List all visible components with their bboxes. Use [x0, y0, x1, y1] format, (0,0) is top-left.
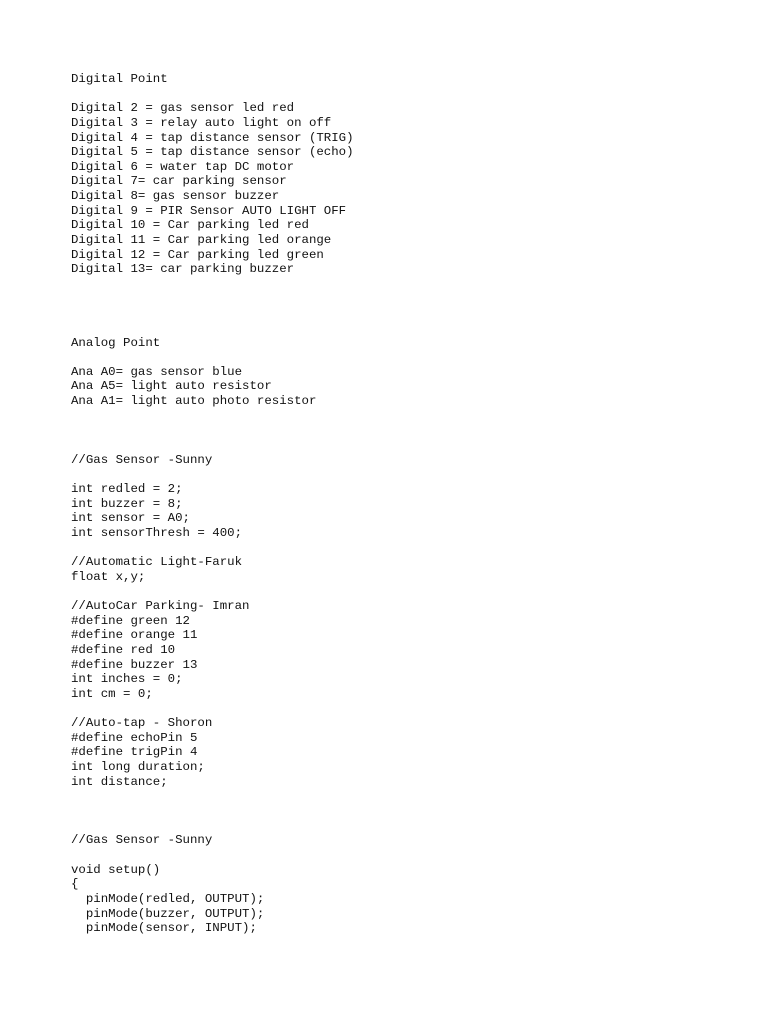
text-line — [71, 789, 354, 804]
text-line: Ana A1= light auto photo resistor — [71, 394, 317, 409]
text-line: int long duration; — [71, 760, 205, 775]
text-line: #define green 12 — [71, 613, 190, 628]
text-line: Digital Point — [71, 72, 168, 86]
text-line: Digital 6 = water tap DC motor — [71, 159, 295, 174]
text-line: int redled = 2; — [71, 481, 183, 496]
text-line: int cm = 0; — [71, 686, 153, 701]
text-line: #define echoPin 5 — [71, 730, 198, 745]
text-line: pinMode(buzzer, OUTPUT); — [71, 906, 265, 921]
text-line: int sensor = A0; — [71, 511, 190, 526]
text-line: //Auto-tap - Shoron — [71, 716, 213, 731]
text-line: void setup() — [71, 862, 161, 877]
text-line — [71, 292, 354, 307]
text-line: Ana A5= light auto resistor — [71, 379, 272, 394]
text-line: Digital 13= car parking buzzer — [71, 262, 295, 277]
text-line — [71, 702, 354, 717]
text-line — [71, 277, 354, 292]
text-line: int sensorThresh = 400; — [71, 525, 243, 540]
text-line: #define orange 11 — [71, 628, 198, 643]
text-line: int buzzer = 8; — [71, 496, 183, 511]
text-line: #define trigPin 4 — [71, 745, 198, 760]
text-line — [71, 819, 354, 834]
text-line: pinMode(sensor, INPUT); — [71, 921, 257, 936]
code-text-block — [71, 72, 354, 936]
text-line: Digital 4 = tap distance sensor (TRIG) — [71, 130, 354, 145]
text-line: float x,y; — [71, 569, 146, 584]
text-line: Digital 7= car parking sensor — [71, 174, 287, 189]
text-line: #define red 10 — [71, 642, 176, 657]
text-line: Digital 9 = PIR Sensor AUTO LIGHT OFF — [71, 203, 347, 218]
text-line: //Gas Sensor -Sunny — [71, 833, 213, 848]
text-line: Digital 5 = tap distance sensor (echo) — [71, 145, 354, 160]
text-line: Digital 11 = Car parking led orange — [71, 233, 332, 248]
text-line — [71, 804, 354, 819]
text-line: pinMode(redled, OUTPUT); — [71, 891, 265, 906]
text-line: int inches = 0; — [71, 672, 183, 687]
text-line: Digital 8= gas sensor buzzer — [71, 189, 280, 204]
text-line — [71, 467, 354, 482]
text-line: Digital 12 = Car parking led green — [71, 247, 324, 262]
text-line: //Gas Sensor -Sunny — [71, 452, 213, 467]
text-line: #define buzzer 13 — [71, 657, 198, 672]
text-line — [71, 87, 354, 102]
text-line: //AutoCar Parking- Imran — [71, 599, 250, 614]
text-line — [71, 848, 354, 863]
text-line: //Automatic Light-Faruk — [71, 555, 243, 570]
text-line: Digital 2 = gas sensor led red — [71, 101, 295, 116]
text-line — [71, 423, 354, 438]
text-line: Digital 3 = relay auto light on off — [71, 115, 332, 130]
text-line — [71, 438, 354, 453]
text-line — [71, 350, 354, 365]
text-line: Ana A0= gas sensor blue — [71, 364, 243, 379]
text-line: { — [71, 877, 79, 892]
text-line — [71, 541, 354, 556]
text-line — [71, 409, 354, 424]
text-line — [71, 584, 354, 599]
text-line: Analog Point — [71, 335, 161, 350]
text-line: int distance; — [71, 774, 168, 789]
text-line — [71, 321, 354, 336]
text-line — [71, 306, 354, 321]
text-line: Digital 10 = Car parking led red — [71, 218, 309, 233]
